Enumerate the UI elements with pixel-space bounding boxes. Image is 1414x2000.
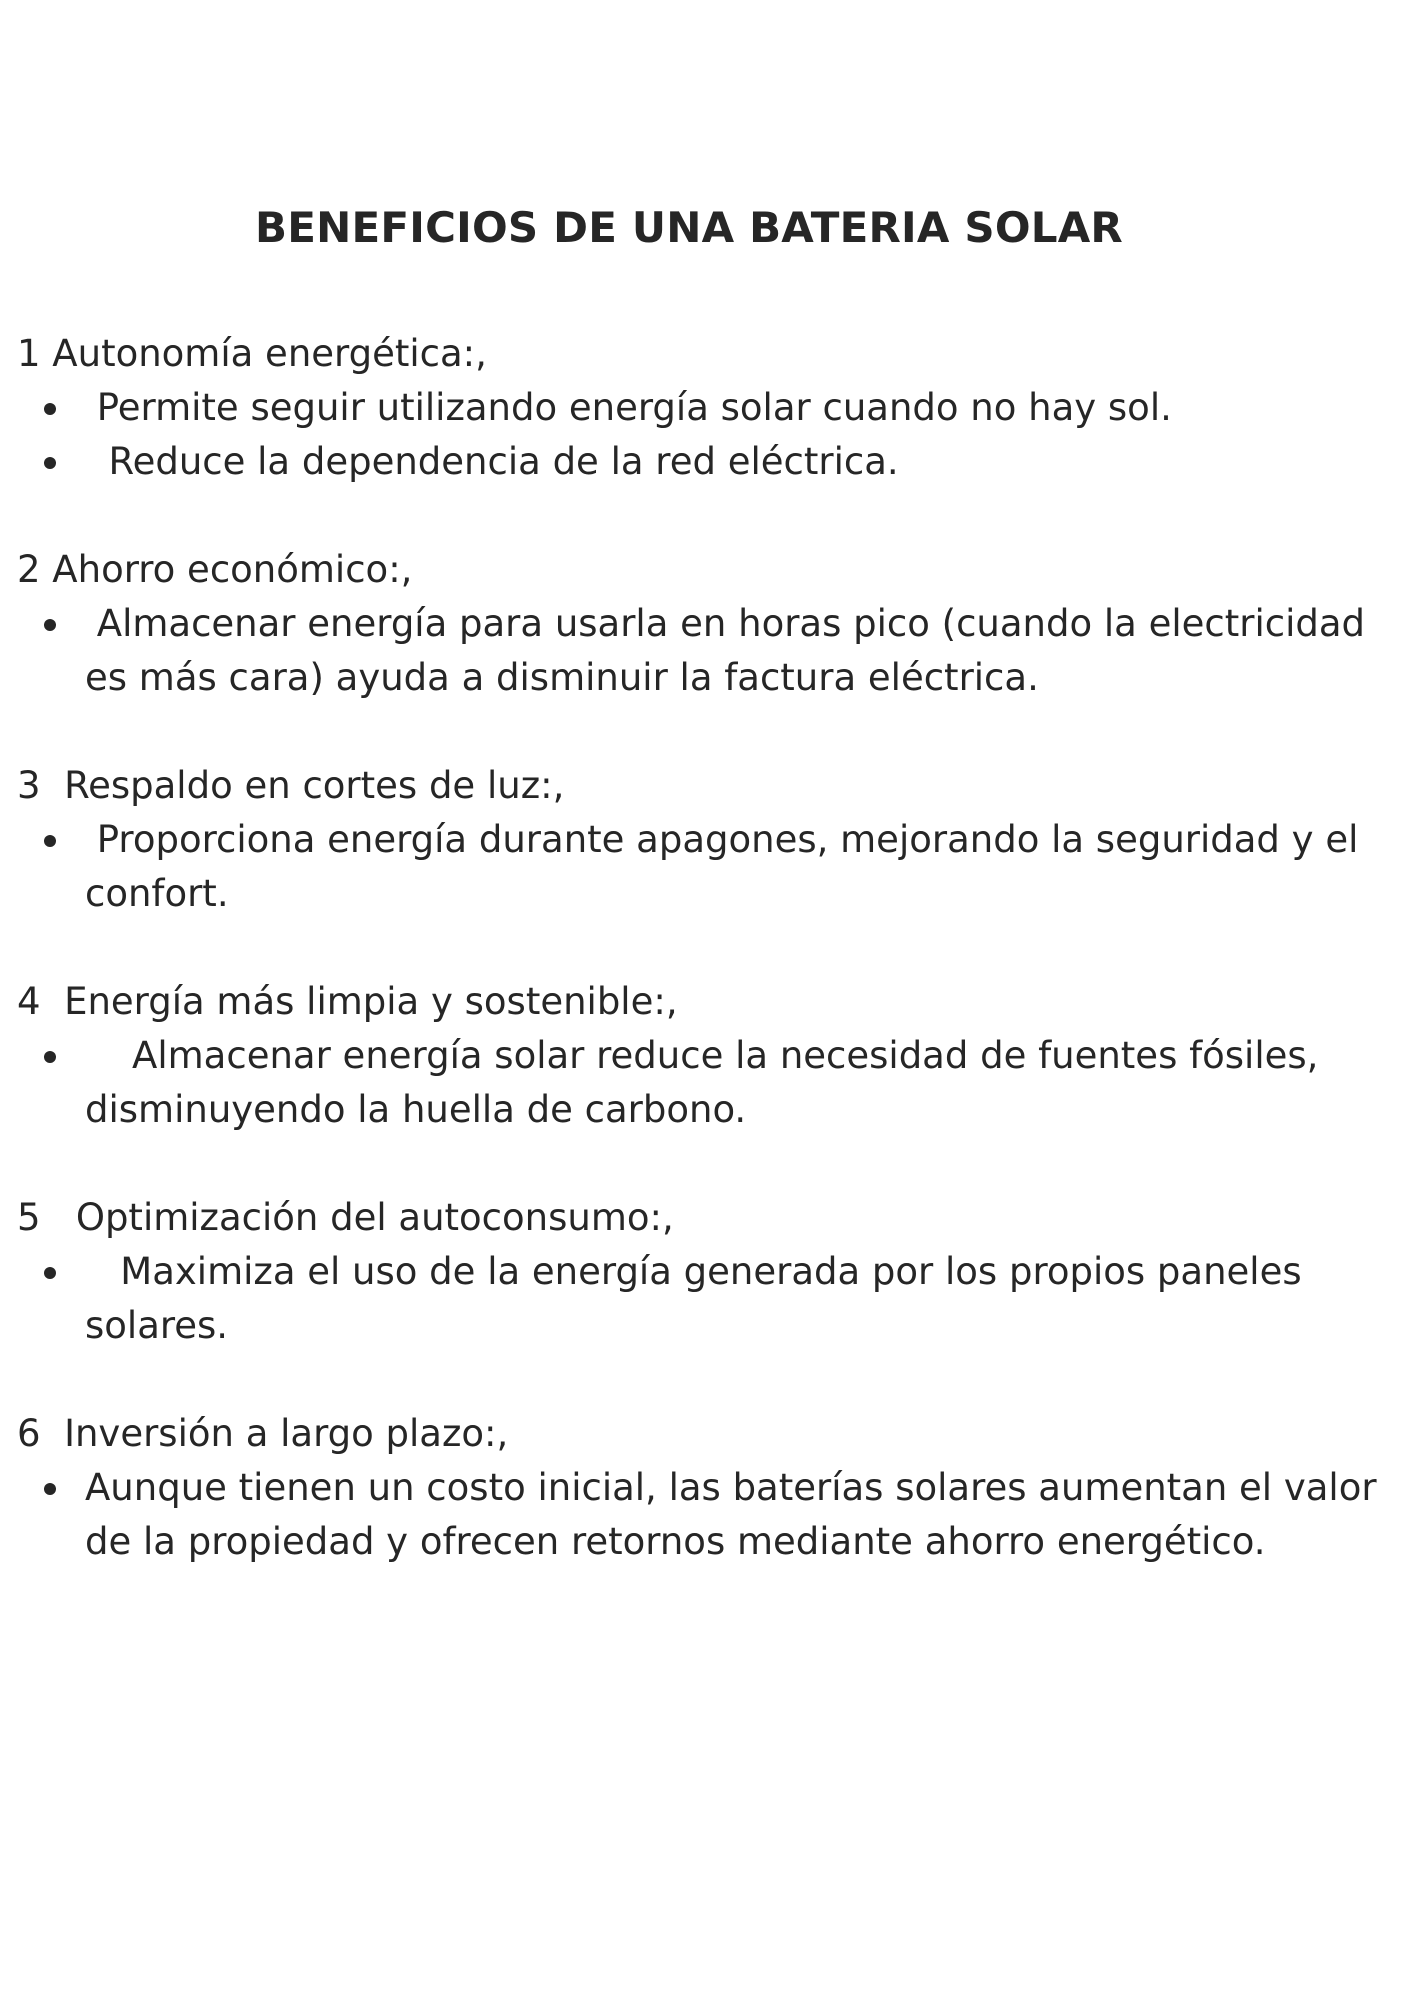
bullet-item	[17, 597, 1402, 705]
benefits-list	[17, 327, 1402, 1623]
benefit-heading-5: 5 Optimización del autoconsumo:,	[17, 1196, 674, 1239]
benefit-bullets-1	[17, 381, 1402, 489]
benefit-bullets-4	[17, 1029, 1402, 1137]
benefit-heading-3: 3 Respaldo en cortes de luz:,	[17, 764, 565, 807]
bullet-text: Almacenar energía solar reduce la necesidad de fuentes fósiles, disminuyendo la huella de carbono.	[85, 1034, 1331, 1131]
benefit-bullets-6	[17, 1461, 1402, 1569]
bullet-text: Permite seguir utilizando energía solar cuando no hay sol.	[85, 386, 1172, 429]
bullet-icon	[44, 619, 56, 631]
benefit-section-5	[17, 1191, 1402, 1353]
benefit-bullets-3	[17, 813, 1402, 921]
document-title: BENEFICIOS DE UNA BATERIA SOLAR	[255, 203, 1123, 252]
benefit-heading-6: 6 Inversión a largo plazo:,	[17, 1412, 509, 1455]
bullet-icon	[44, 835, 56, 847]
bullet-icon	[44, 403, 56, 415]
bullet-item	[17, 1245, 1402, 1353]
benefit-bullets-2	[17, 597, 1402, 705]
bullet-text: Almacenar energía para usarla en horas pico (cuando la electricidad es más cara) ayuda a disminuir la factura eléctrica.	[85, 602, 1377, 699]
bullet-text: Reduce la dependencia de la red eléctrica.	[85, 440, 899, 483]
bullet-icon	[44, 1267, 56, 1279]
benefit-section-2	[17, 543, 1402, 705]
bullet-icon	[44, 1483, 56, 1495]
bullet-item	[17, 1461, 1402, 1569]
benefit-section-1	[17, 327, 1402, 489]
bullet-item	[17, 435, 1402, 489]
benefit-heading-4: 4 Energía más limpia y sostenible:,	[17, 980, 678, 1023]
benefit-section-3	[17, 759, 1402, 921]
bullet-item	[17, 813, 1402, 921]
bullet-item	[17, 1029, 1402, 1137]
bullet-item	[17, 381, 1402, 435]
bullet-text: Maximiza el uso de la energía generada por los propios paneles solares.	[85, 1250, 1314, 1347]
benefit-heading-1: 1 Autonomía energética:,	[17, 332, 487, 375]
bullet-text: Aunque tienen un costo inicial, las baterías solares aumentan el valor de la propiedad y ofrecen retornos mediante ahorro energético.	[85, 1466, 1389, 1563]
bullet-icon	[44, 457, 56, 469]
benefit-heading-2: 2 Ahorro económico:,	[17, 548, 413, 591]
benefit-section-4	[17, 975, 1402, 1137]
bullet-icon	[44, 1051, 56, 1063]
bullet-text: Proporciona energía durante apagones, mejorando la seguridad y el confort.	[85, 818, 1371, 915]
benefit-section-6	[17, 1407, 1402, 1569]
benefit-bullets-5	[17, 1245, 1402, 1353]
